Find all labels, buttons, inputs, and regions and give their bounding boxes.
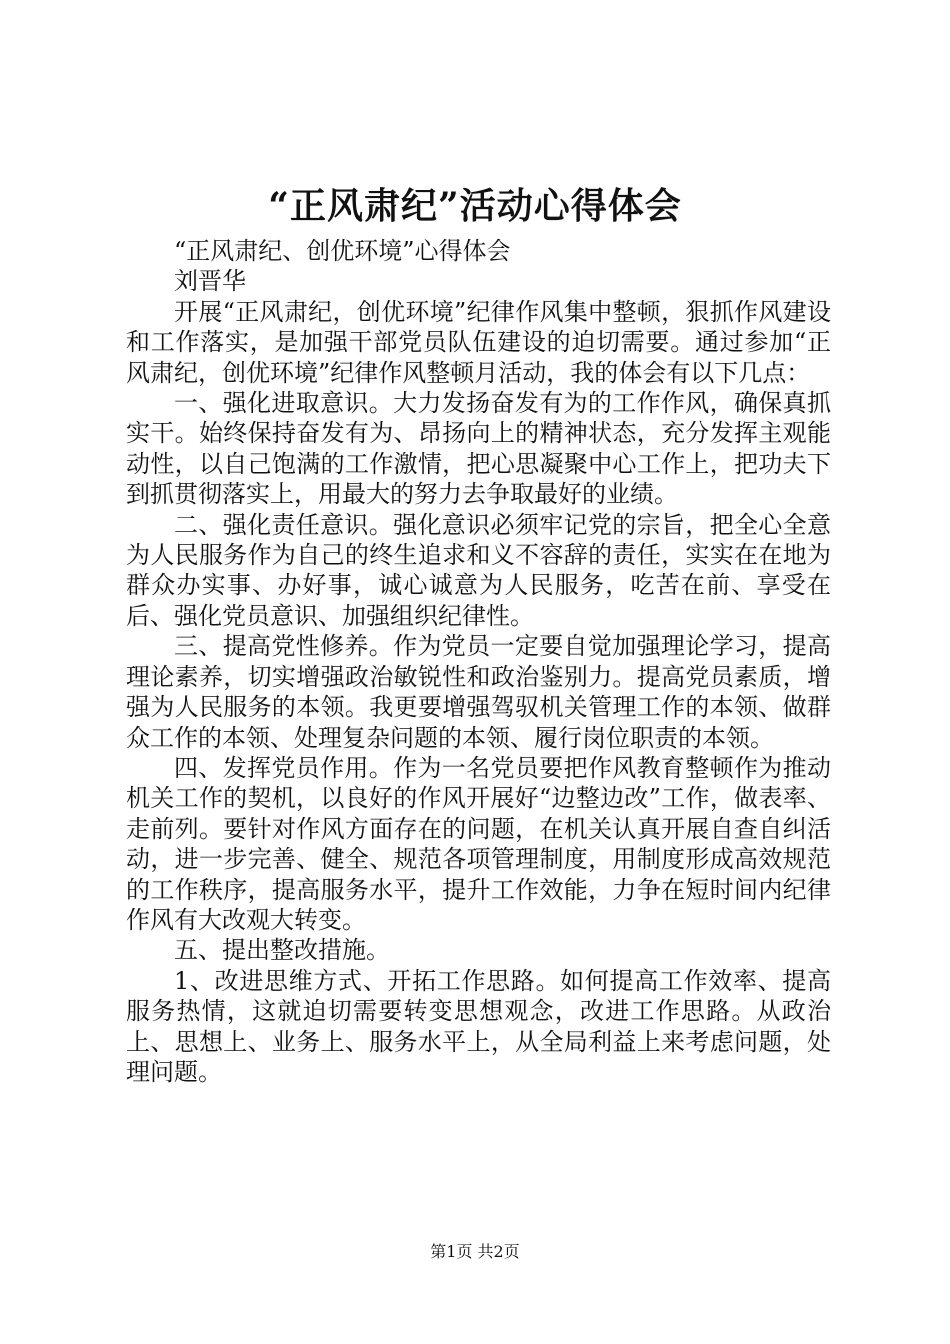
intro-paragraph: 开展“正风肃纪，创优环境”纪律作风集中整顿，狠抓作风建设和工作落实，是加强干部党员队伍建设的迫切需要。通过参加“正风肃纪，创优环境”纪律作风整顿月活动，我的体会有以下几点： (126, 297, 831, 387)
document-body (126, 236, 831, 1087)
author-paragraph: 刘晋华 (174, 267, 246, 296)
point-three-paragraph: 三、提高党性修养。作为党员一定要自觉加强理论学习，提高理论素养，切实增强政治敏锐性和政治鉴别力。提高党员素质，增强为人民服务的本领。我更要增强驾驭机关管理工作的本领、做群众工作的本领、处理复杂问题的本领、履行岗位职责的本领。 (126, 632, 831, 752)
point-one-paragraph: 一、强化进取意识。大力发扬奋发有为的工作作风，确保真抓实干。始终保持奋发有为、昂扬向上的精神状态，充分发挥主观能动性，以自己饱满的工作激情，把心思凝聚中心工作上，把功夫下到抓贯彻落实上，用最大的努力去争取最好的业绩。 (126, 389, 831, 509)
measure-one-paragraph: 1、改进思维方式、开拓工作思路。如何提高工作效率、提高服务热情，这就迫切需要转变思想观念，改进工作思路。从政治上、思想上、业务上、服务水平上，从全局利益上来考虑问题，处理问题。 (126, 966, 831, 1086)
point-four-paragraph: 四、发挥党员作用。作为一名党员要把作风教育整顿作为推动机关工作的契机，以良好的作风开展好“边整边改”工作，做表率、走前列。要针对作风方面存在的问题，在机关认真开展自查自纠活动，进一步完善、健全、规范各项管理制度，用制度形成高效规范的工作秩序，提高服务水平，提升工作效能，力争在短时间内纪律作风有大改观大转变。 (126, 753, 831, 934)
document-title: “正风肃纪”活动心得体会 (268, 185, 682, 227)
point-two-paragraph: 二、强化责任意识。强化意识必须牢记党的宗旨，把全心全意为人民服务作为自己的终生追求和义不容辞的责任，实实在在地为群众办实事、办好事，诚心诚意为人民服务，吃苦在前、享受在后、强化党员意识、加强组织纪律性。 (126, 510, 831, 630)
subtitle-paragraph: “正风肃纪、创优环境”心得体会 (174, 237, 511, 265)
page-number-footer: 第1页 共2页 (430, 1242, 520, 1261)
point-five-paragraph: 五、提出整改措施。 (174, 936, 390, 965)
